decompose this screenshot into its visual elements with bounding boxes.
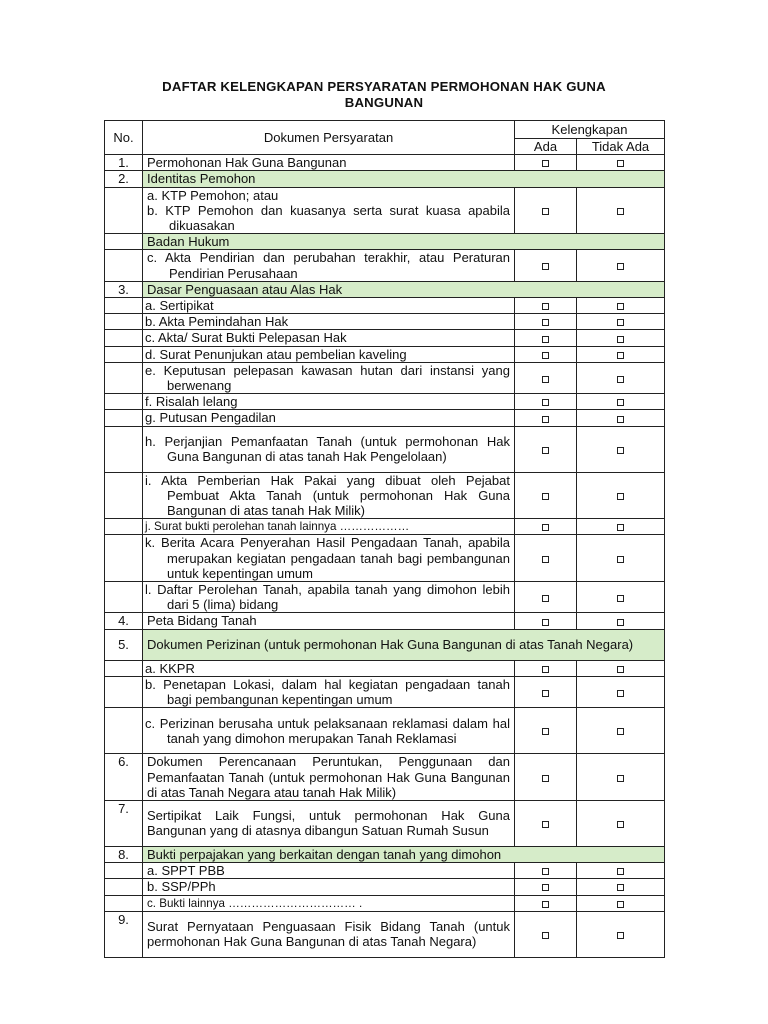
row-number: 1. [105, 155, 143, 171]
row-number: 4. [105, 613, 143, 629]
table-row [105, 660, 665, 676]
checkbox-icon[interactable] [542, 524, 549, 531]
table-row [105, 362, 665, 393]
row-text: d. Surat Penunjukan atau pembelian kaveling [143, 346, 515, 362]
row-text: a. KKPR [143, 660, 515, 676]
checkbox-icon[interactable] [617, 666, 624, 673]
header-kelengkapan: Kelengkapan [515, 121, 665, 139]
section-title: Dokumen Perizinan (untuk permohonan Hak Guna Bangunan di atas Tanah Negara) [143, 629, 665, 660]
checkbox-icon[interactable] [617, 690, 624, 697]
checkbox-icon[interactable] [617, 868, 624, 875]
checkbox-icon[interactable] [542, 901, 549, 908]
checkbox-icon[interactable] [617, 319, 624, 326]
table-row [105, 863, 665, 879]
checkbox-icon[interactable] [542, 416, 549, 423]
table-row [105, 250, 665, 281]
checkbox-icon[interactable] [542, 303, 549, 310]
table-row [105, 472, 665, 519]
requirements-table [104, 120, 665, 958]
checkbox-icon[interactable] [542, 690, 549, 697]
checkbox-icon[interactable] [617, 376, 624, 383]
section-title: Bukti perpajakan yang berkaitan dengan tanah yang dimohon [143, 846, 665, 862]
checkbox-icon[interactable] [542, 619, 549, 626]
table-row [105, 911, 665, 957]
checkbox-icon[interactable] [542, 728, 549, 735]
checkbox-icon[interactable] [542, 447, 549, 454]
checkbox-icon[interactable] [617, 932, 624, 939]
checkbox-icon[interactable] [617, 399, 624, 406]
checkbox-icon[interactable] [617, 352, 624, 359]
checkbox-icon[interactable] [617, 263, 624, 270]
row-text: k. Berita Acara Penyerahan Hasil Pengadaan Tanah, apabila merupakan kegiatan pengadaan tanah bagi pembangunan untuk kepentingan umum [145, 535, 510, 581]
row-text: g. Putusan Pengadilan [143, 410, 515, 426]
row-text: l. Daftar Perolehan Tanah, apabila tanah yang dimohon lebih dari 5 (lima) bidang [145, 582, 510, 613]
checkbox-icon[interactable] [617, 619, 624, 626]
checkbox-icon[interactable] [542, 821, 549, 828]
table-row [105, 879, 665, 895]
row-number: 8. [105, 846, 143, 862]
row-text: Permohonan Hak Guna Bangunan [143, 155, 515, 171]
checkbox-icon[interactable] [617, 595, 624, 602]
header-tidak-ada: Tidak Ada [577, 139, 665, 155]
header-no: No. [105, 121, 143, 155]
table-row [105, 330, 665, 346]
row-number: 5. [105, 629, 143, 660]
table-row [105, 535, 665, 582]
table-row [105, 298, 665, 314]
checkbox-icon[interactable] [542, 352, 549, 359]
table-row [105, 187, 665, 234]
row-text: e. Keputusan pelepasan kawasan hutan dari instansi yang berwenang [145, 362, 510, 394]
title-line-2: BANGUNAN [344, 95, 424, 110]
row-text: a. SPPT PBB [143, 863, 515, 879]
checkbox-icon[interactable] [617, 303, 624, 310]
table-row [105, 708, 665, 754]
item-b: b. KTP Pemohon dan kuasanya serta surat kuasa apabila dikuasakan [147, 202, 510, 234]
checkbox-icon[interactable] [542, 884, 549, 891]
table-row [105, 394, 665, 410]
checkbox-icon[interactable] [617, 901, 624, 908]
checkbox-icon[interactable] [617, 556, 624, 563]
row-number: 9. [105, 911, 143, 957]
table-row [105, 754, 665, 801]
checkbox-icon[interactable] [542, 775, 549, 782]
table-row [105, 613, 665, 629]
section-title: Identitas Pemohon [143, 171, 665, 187]
row-text: Surat Pernyataan Penguasaan Fisik Bidang Tanah (untuk permohonan Hak Guna Bangunan di atas Tanah Negara) [143, 911, 515, 957]
row-text: f. Risalah lelang [143, 394, 515, 410]
table-row [105, 314, 665, 330]
checkbox-icon[interactable] [617, 416, 624, 423]
checkbox-icon[interactable] [542, 595, 549, 602]
checkbox-icon[interactable] [542, 556, 549, 563]
tidak-ada-cell [577, 155, 665, 171]
checkbox-icon[interactable] [542, 666, 549, 673]
row-text: i. Akta Pemberian Hak Pakai yang dibuat oleh Pejabat Pembuat Akta Tanah (untuk permohonan Hak Guna Bangunan di atas tanah Hak Milik) [145, 472, 510, 519]
row-number: 3. [105, 281, 143, 297]
checkbox-icon[interactable] [617, 336, 624, 343]
row-text: j. Surat bukti perolehan tanah lainnya ……………… [143, 519, 515, 535]
subsection-row [105, 234, 665, 250]
row-text: h. Perjanjian Pemanfaatan Tanah (untuk permohonan Hak Guna Bangunan di atas tanah Hak Pengelolaan) [145, 433, 510, 465]
checkbox-icon[interactable] [542, 868, 549, 875]
row-number: 7. [105, 800, 143, 846]
checkbox-icon[interactable] [542, 399, 549, 406]
checkbox-icon[interactable] [617, 160, 624, 167]
row-text [143, 187, 515, 234]
row-text: c. Bukti lainnya …………………………… . [143, 895, 515, 911]
row-number: 6. [105, 754, 143, 801]
row-text: c. Perizinan berusaha untuk pelaksanaan reklamasi dalam hal tanah yang dimohon merupakan Tanah Reklamasi [145, 715, 510, 746]
table-row [105, 155, 665, 171]
ada-cell [515, 155, 577, 171]
row-text: b. SSP/PPh [143, 879, 515, 895]
item-a: a. KTP Pemohon; atau [147, 187, 279, 203]
header-ada: Ada [515, 139, 577, 155]
checkbox-icon[interactable] [617, 524, 624, 531]
checkbox-icon[interactable] [617, 821, 624, 828]
subsection-title: Badan Hukum [143, 234, 665, 250]
row-text: c. Akta/ Surat Bukti Pelepasan Hak [143, 330, 515, 346]
checkbox-icon[interactable] [617, 728, 624, 735]
table-row [105, 895, 665, 911]
table-row [105, 410, 665, 426]
table-row [105, 800, 665, 846]
checkbox-icon[interactable] [542, 319, 549, 326]
checkbox-icon[interactable] [542, 208, 549, 215]
checkbox-icon[interactable] [542, 263, 549, 270]
row-text: b. Penetapan Lokasi, dalam hal kegiatan pengadaan tanah bagi pembangunan kepentingan umum [145, 676, 510, 708]
checkbox-icon[interactable] [617, 447, 624, 454]
table-row [105, 582, 665, 613]
checkbox-icon[interactable] [542, 376, 549, 383]
section-row [105, 171, 665, 187]
row-text: Peta Bidang Tanah [143, 613, 515, 629]
table-row [105, 346, 665, 362]
row-text: b. Akta Pemindahan Hak [143, 314, 515, 330]
checkbox-icon[interactable] [617, 493, 624, 500]
section-title: Dasar Penguasaan atau Alas Hak [143, 281, 665, 297]
checkbox-icon[interactable] [617, 208, 624, 215]
row-text: Dokumen Perencanaan Peruntukan, Penggunaan dan Pemanfaatan Tanah (untuk permohonan Hak Guna Bangunan di atas Tanah Negara atau tanah Hak Milik) [143, 754, 515, 801]
table-row [105, 676, 665, 707]
table-row [105, 519, 665, 535]
section-row [105, 281, 665, 297]
row-text: Sertipikat Laik Fungsi, untuk permohonan Hak Guna Bangunan yang di atasnya dibangun Satuan Rumah Susun [143, 800, 515, 846]
row-text: a. Sertipikat [143, 298, 515, 314]
row-number: 2. [105, 171, 143, 187]
table-row [105, 426, 665, 472]
checkbox-icon[interactable] [542, 932, 549, 939]
section-row [105, 846, 665, 862]
row-text: c. Akta Pendirian dan perubahan terakhir, atau Peraturan Pendirian Perusahaan [147, 250, 510, 281]
checkbox-icon[interactable] [542, 493, 549, 500]
checkbox-icon[interactable] [542, 160, 549, 167]
checkbox-icon[interactable] [617, 775, 624, 782]
checkbox-icon[interactable] [617, 884, 624, 891]
section-row [105, 629, 665, 660]
title-line-1: DAFTAR KELENGKAPAN PERSYARATAN PERMOHONAN HAK GUNA [162, 79, 606, 94]
checkbox-icon[interactable] [542, 336, 549, 343]
header-document: Dokumen Persyaratan [143, 121, 515, 155]
document-title [104, 79, 664, 111]
